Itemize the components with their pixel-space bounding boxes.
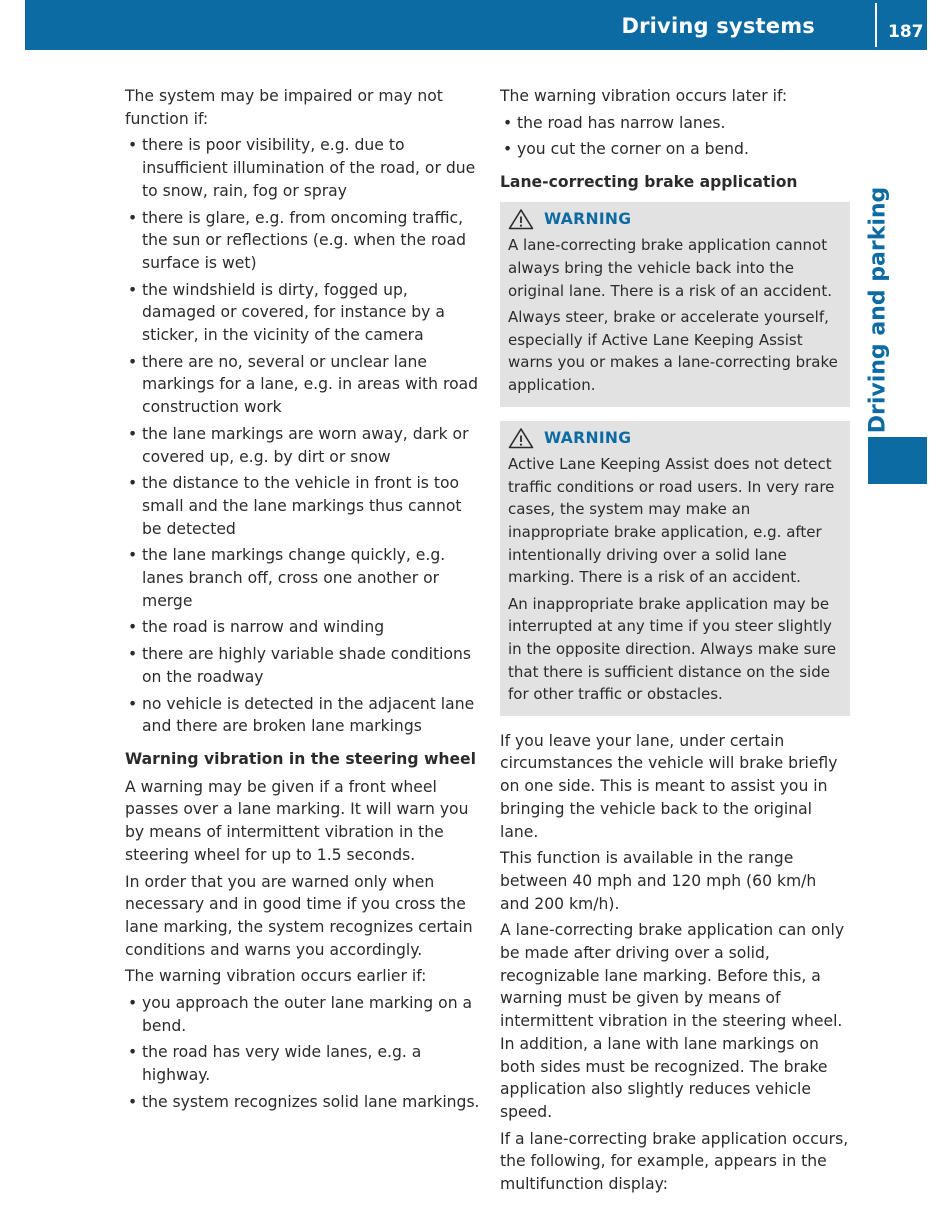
impairment-intro: The system may be impaired or may not function if: — [125, 87, 443, 128]
leave-lane-paragraph: If you leave your lane, under certain circumstances the vehicle will brake briefly on one side. This is meant to assist you in bringing the vehicle back to the original lane. — [500, 731, 838, 841]
list-item: • the road is narrow and winding — [125, 616, 480, 639]
conditions-paragraph: In order that you are warned only when necessary and in good time if you cross the lane marking, the system recognizes certain conditions and warns you accordingly. — [125, 872, 473, 959]
list-item: • there are no, several or unclear lane markings for a lane, e.g. in areas with road construction work — [125, 351, 480, 419]
display-paragraph: If a lane-correcting brake application occurs, the following, for example, appears in the multifunction display: — [500, 1129, 849, 1194]
warning-text: Always steer, brake or accelerate yourself, especially if Active Lane Keeping Assist warns you or makes a lane-correcting brake application. — [508, 308, 838, 394]
later-list — [500, 112, 850, 161]
warning-text: An inappropriate brake application may be interrupted at any time if you steer slightly in the opposite direction. Always make sure that there is sufficient distance on the side for other traffic or obstacles. — [508, 594, 837, 704]
right-column — [500, 85, 850, 1200]
list-item: • the road has narrow lanes. — [500, 112, 850, 135]
warning-triangle-icon — [508, 208, 534, 230]
earlier-list — [125, 992, 480, 1114]
list-item: • the windshield is dirty, fogged up, damaged or covered, for instance by a sticker, in the vicinity of the camera — [125, 279, 480, 347]
warning-text: A lane-correcting brake application cannot always bring the vehicle back into the original lane. There is a risk of an accident. — [508, 236, 832, 300]
list-item: • you approach the outer lane marking on a bend. — [125, 992, 480, 1037]
list-item: • there are highly variable shade conditions on the roadway — [125, 643, 480, 688]
section-title: Driving systems — [621, 14, 815, 38]
list-item: • the road has very wide lanes, e.g. a highway. — [125, 1041, 480, 1086]
warning-triangle-icon — [508, 427, 534, 449]
conditions-paragraph: A lane-correcting brake application can only be made after driving over a solid, recognizable lane marking. Before this, a warning must be given by means of intermittent vibration in the steering wheel. In addition, a lane with lane markings on both sides must be recognized. The brake application also slightly reduces vehicle speed. — [500, 921, 845, 1121]
list-item: • you cut the corner on a bend. — [500, 138, 850, 161]
brake-heading: Lane-correcting brake application — [500, 173, 798, 192]
vibration-paragraph: A warning may be given if a front wheel passes over a lane marking. It will warn you by means of intermittent vibration in the steering wheel for up to 1.5 seconds. — [125, 777, 469, 864]
chapter-tab-marker — [868, 437, 927, 484]
list-item: • the distance to the vehicle in front is too small and the lane markings thus cannot be detected — [125, 472, 480, 540]
vibration-heading: Warning vibration in the steering wheel — [125, 749, 476, 768]
warning-title: WARNING — [544, 209, 632, 228]
chapter-tab-label: Driving and parking — [865, 186, 891, 434]
page-number: 187 — [888, 22, 924, 42]
list-item: • the system recognizes solid lane markings. — [125, 1091, 480, 1114]
warning-text: Active Lane Keeping Assist does not detect traffic conditions or road users. In very rare cases, the system may make an inappropriate brake application, e.g. after intentionally driving over a solid lane marking. There is a risk of an accident. — [508, 455, 835, 587]
later-intro: The warning vibration occurs later if: — [500, 87, 788, 105]
warning-title: WARNING — [544, 428, 632, 447]
warning-box — [500, 421, 850, 716]
speed-range-paragraph: This function is available in the range between 40 mph and 120 mph (60 km/h and 200 km/h). — [500, 849, 817, 913]
list-item: • the lane markings are worn away, dark or covered up, e.g. by dirt or snow — [125, 423, 480, 468]
list-item: • there is poor visibility, e.g. due to insufficient illumination of the road, or due to snow, rain, fog or spray — [125, 134, 480, 202]
earlier-intro: The warning vibration occurs earlier if: — [125, 967, 427, 986]
page-header — [25, 0, 927, 50]
warning-box — [500, 202, 850, 407]
list-item: • the lane markings change quickly, e.g. lanes branch off, cross one another or merge — [125, 544, 480, 612]
impairment-list — [125, 134, 480, 738]
warning-header — [508, 208, 842, 231]
warning-header — [508, 427, 842, 450]
list-item: • no vehicle is detected in the adjacent lane and there are broken lane markings — [125, 693, 480, 738]
list-item: • there is glare, e.g. from oncoming traffic, the sun or reflections (e.g. when the road surface is wet) — [125, 207, 480, 275]
left-column — [125, 85, 480, 1122]
header-divider — [875, 3, 877, 47]
